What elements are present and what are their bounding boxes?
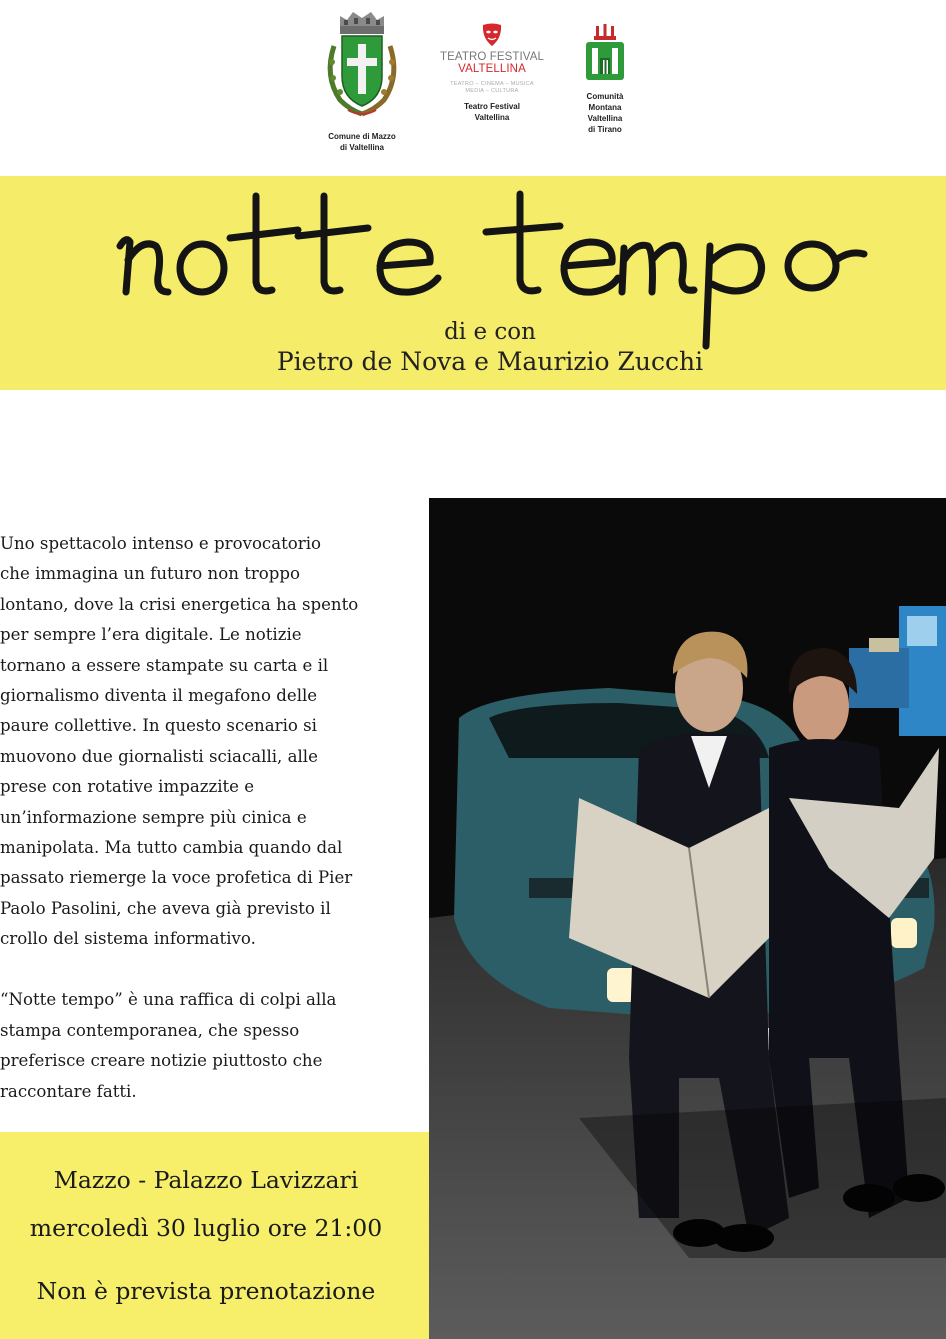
- sponsor-logos: [0, 0, 946, 175]
- theatre-mask-icon: [480, 22, 504, 48]
- description-line: Uno spettacolo intenso e provocatorio: [0, 534, 322, 553]
- tfv-caption-line1: Teatro Festival: [464, 102, 520, 111]
- teatro-festival-logo: [438, 22, 546, 123]
- tfv-name-line2: VALTELLINA: [458, 63, 526, 75]
- mazzo-caption-line1: Comune di Mazzo: [328, 132, 396, 141]
- mountain-community-emblem-icon: [584, 24, 626, 84]
- tfv-tagline-line2: MEDIA – CULTURA: [465, 88, 519, 94]
- description-line: che immagina un futuro non troppo: [0, 564, 301, 584]
- description-line: passato riemerge la voce profetica di Pier: [0, 868, 353, 888]
- comunita-montana-logo: [575, 24, 635, 135]
- mazzo-caption-line2: di Valtellina: [339, 143, 384, 152]
- description-line: crollo del sistema informativo.: [0, 929, 256, 949]
- description-line: giornalismo diventa il megafono delle: [0, 686, 318, 706]
- description-line: prese con rotative impazzite e: [0, 777, 255, 797]
- paragraph-gap: [0, 955, 425, 986]
- byline-performers: Pietro de Nova e Maurizio Zucchi: [276, 347, 704, 376]
- event-info-band: [0, 1132, 429, 1339]
- description-line: un’informazione sempre più cinica e: [0, 807, 307, 827]
- description-line: raccontare fatti.: [0, 1081, 137, 1101]
- show-description: [0, 529, 425, 1107]
- description-line: per sempre l’era digitale. Le notizie: [0, 625, 302, 645]
- cm-caption-line4: di Tirano: [588, 125, 622, 134]
- description-line: preferisce creare notizie piuttosto che: [0, 1051, 323, 1071]
- description-line: manipolata. Ma tutto cambia quando dal: [0, 838, 343, 858]
- event-venue: Mazzo - Palazzo Lavizzari: [53, 1166, 359, 1194]
- cm-caption-line1: Comunità: [586, 92, 624, 101]
- cm-caption-line2: Montana: [588, 103, 622, 112]
- performers-photo: [429, 498, 946, 1339]
- coat-of-arms-icon: [318, 6, 406, 124]
- comune-mazzo-logo: [318, 6, 406, 153]
- cm-caption-line3: Valtellina: [587, 114, 623, 123]
- description-line: stampa contemporanea, che spesso: [0, 1020, 300, 1040]
- description-line: paure collettive. In questo scenario si: [0, 716, 317, 736]
- tfv-tagline-line1: TEATRO – CINEMA – MUSICA: [450, 81, 534, 87]
- tfv-caption-line2: Valtellina: [474, 113, 510, 122]
- byline-credits-label: di e con: [444, 319, 536, 345]
- description-line: “Notte tempo” è una raffica di colpi alla: [0, 990, 337, 1010]
- description-line: lontano, dove la crisi energetica ha spento: [0, 594, 359, 614]
- description-line: tornano a essere stampate su carta e il: [0, 655, 329, 675]
- description-line: Paolo Pasolini, che aveva già previsto il: [0, 898, 331, 918]
- event-booking-note: Non è prevista prenotazione: [36, 1277, 376, 1305]
- tfv-name-line1: TEATRO FESTIVAL: [440, 51, 544, 63]
- event-datetime: mercoledì 30 luglio ore 21:00: [29, 1214, 383, 1242]
- description-line: muovono due giornalisti sciacalli, alle: [0, 746, 318, 766]
- photo-illustration: [429, 498, 946, 1339]
